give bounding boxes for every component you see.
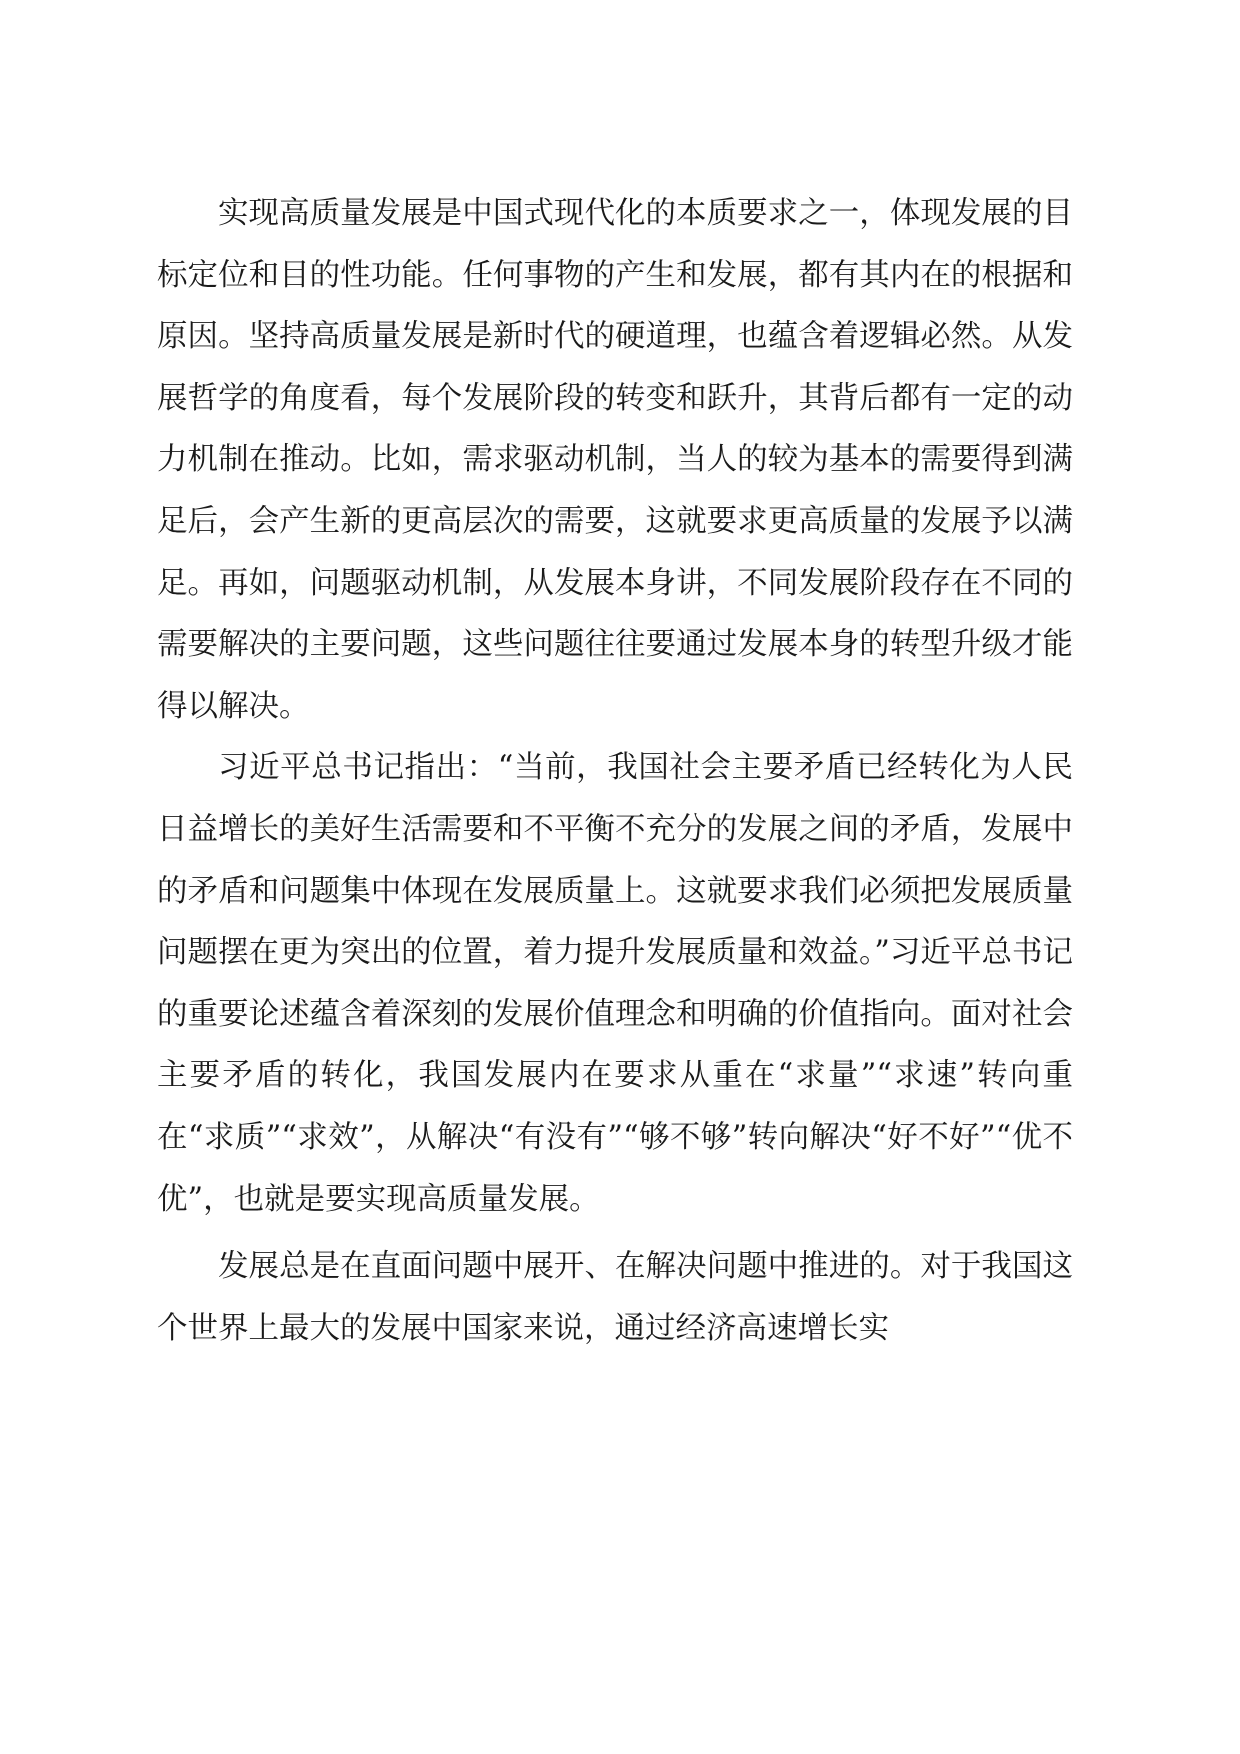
paragraph: 实现高质量发展是中国式现代化的本质要求之一，体现发展的目标定位和目的性功能。任何事物的产生和发展，都有其内在的根据和原因。坚持高质量发展是新时代的硬道理，也蕴含着逻辑必然。从发展哲学的角度看，每个发展阶段的转变和跃升，其背后都有一定的动力机制在推动。比如，需求驱动机制，当人的较为基本的需要得到满足后，会产生新的更高层次的需要，这就要求更高质量的发展予以满足。再如，问题驱动机制，从发展本身讲，不同发展阶段存在不同的需要解决的主要问题，这些问题往往要通过发展本身的转型升级才能得以解决。 [157,196,1073,724]
paragraph: 发展总是在直面问题中展开、在解决问题中推进的。对于我国这个世界上最大的发展中国家来说，通过经济高速增长实 [157,1249,1073,1346]
paragraph: 习近平总书记指出：“当前，我国社会主要矛盾已经转化为人民日益增长的美好生活需要和不平衡不充分的发展之间的矛盾，发展中的矛盾和问题集中体现在发展质量上。这就要求我们必须把发展质量问题摆在更为突出的位置，着力提升发展质量和效益。”习近平总书记的重要论述蕴含着深刻的发展价值理念和明确的价值指向。面对社会主要矛盾的转化，我国发展内在要求从重在“求量”“求速”转向重在“求质”“求效”，从解决“有没有”“够不够”转向解决“好不好”“优不优”，也就是要实现高质量发展。 [157,750,1073,1217]
body-text [157,183,1073,1359]
